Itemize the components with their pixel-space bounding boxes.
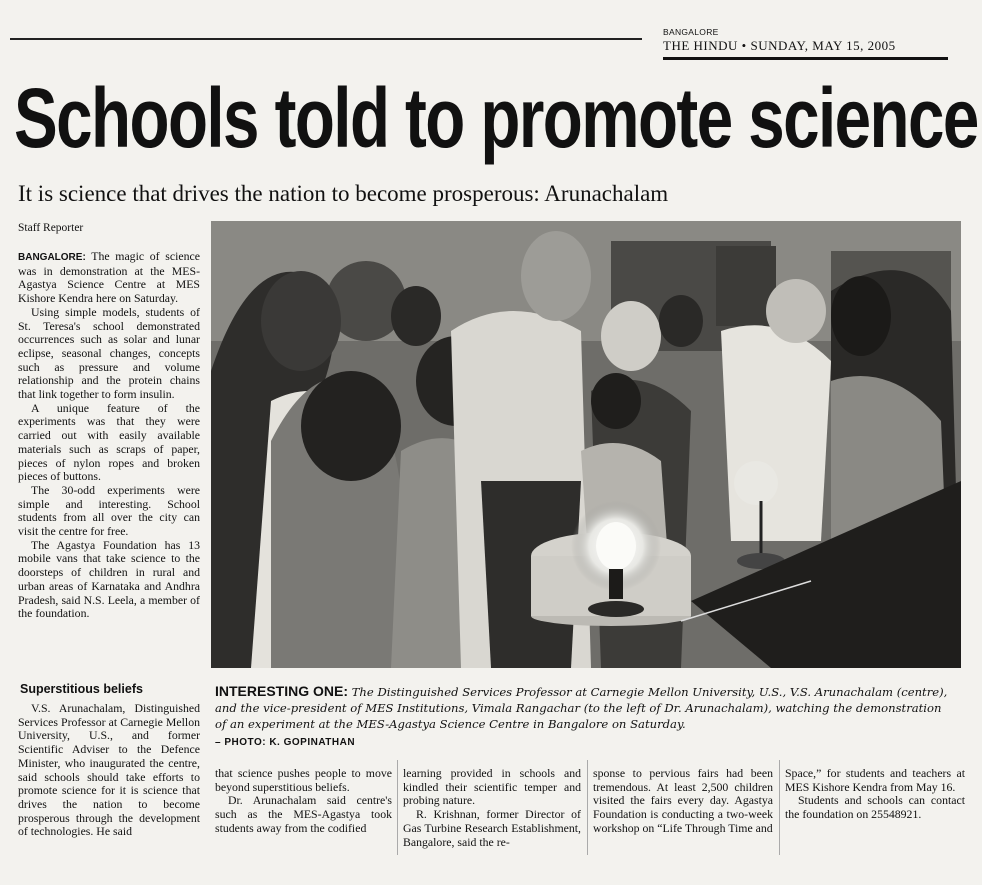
paragraph: sponse to pervious fairs had been tremendous. At least 2,500 children visited the fairs every day. Agastya Foundation is conducting a two-week workshop on “Life Through Time and	[593, 766, 773, 835]
bullet-separator: •	[741, 38, 751, 53]
paragraph-text: The magic of science was in demonstration at the MES-Agastya Science Centre at MES Kishore Kendra here on Saturday.	[18, 249, 200, 306]
article-column-1	[18, 250, 200, 621]
paragraph: R. Krishnan, former Director of Gas Turbine Research Establishment, Bangalore, said the re-	[403, 807, 581, 849]
paragraph: that science pushes people to move beyond superstitious beliefs.	[215, 766, 392, 794]
paragraph: learning provided in schools and kindled their scientific temper and probing nature.	[403, 766, 581, 808]
paragraph: Students and schools can contact the foundation on 25548921.	[785, 793, 965, 822]
photo-caption	[215, 684, 955, 732]
section-subheading: Superstitious beliefs	[20, 682, 143, 696]
article-column-1b	[18, 702, 200, 839]
photo-illustration	[211, 221, 961, 668]
edition-city: BANGALORE	[663, 27, 719, 37]
issue-date: SUNDAY, MAY 15, 2005	[750, 38, 896, 53]
article-column-5	[785, 767, 965, 822]
masthead-line	[663, 37, 948, 55]
column-divider	[587, 760, 588, 855]
news-photo	[211, 221, 961, 668]
top-rule	[10, 38, 642, 40]
column-divider	[779, 760, 780, 855]
byline: Staff Reporter	[18, 222, 84, 234]
photo-credit: – PHOTO: K. GOPINATHAN	[215, 737, 356, 748]
article-column-4	[593, 767, 773, 836]
article-column-3	[403, 767, 581, 849]
paragraph: The Agastya Foundation has 13 mobile vans that take science to the doorsteps of children in rural and urban areas of Karnataka and Andhra Pradesh, said N.S. Leela, a member of the foundation.	[18, 537, 200, 621]
paragraph: Using simple models, students of St. Teresa's school demonstrated occurrences such as solar and lunar eclipse, seasonal changes, concepts such as pressure and volume relationship and the protein chains that link together to form insulin.	[18, 304, 200, 402]
paragraph: Space,” for students and teachers at MES Kishore Kendra from May 16.	[785, 766, 965, 794]
masthead-rule	[663, 57, 948, 60]
paper-name: THE HINDU	[663, 38, 738, 53]
subheadline: It is science that drives the nation to become prosperous: Arunachalam	[18, 181, 669, 206]
caption-lead: INTERESTING ONE:	[215, 683, 349, 699]
masthead	[663, 27, 948, 60]
article-column-2	[215, 767, 392, 836]
headline: Schools told to promote science	[14, 71, 978, 165]
column-divider	[397, 760, 398, 855]
paragraph: A unique feature of the experiments was that they were carried out with easily available materials such as scraps of paper, pieces of nylon ropes and broken pieces of buttons.	[18, 400, 200, 484]
paragraph: V.S. Arunachalam, Distinguished Services Professor at Carnegie Mellon University, U.S., and former Scientific Adviser to the Defence Minister, who inaugurated the centre, said schools should take efforts to promote science for it is science that drives the nation to become prosperous through the development of technologies. He said	[18, 701, 200, 839]
paragraph: The 30-odd experiments were simple and interesting. School students from all over the city can visit the centre for free.	[18, 482, 200, 539]
caption-text: The Distinguished Services Professor at Carnegie Mellon University, U.S., V.S. Arunachalam (centre), and the vice-president of MES Institutions, Vimala Rangachar (to the left of Dr. Arunachalam), watching the demonstration of an experiment at the MES-Agastya Science Centre in Bangalore on Saturday.	[215, 685, 948, 731]
dateline: BANGALORE:	[18, 252, 86, 263]
paragraph	[18, 250, 200, 306]
paragraph: Dr. Arunachalam said centre's such as the MES-Agastya took students away from the codified	[215, 793, 392, 835]
